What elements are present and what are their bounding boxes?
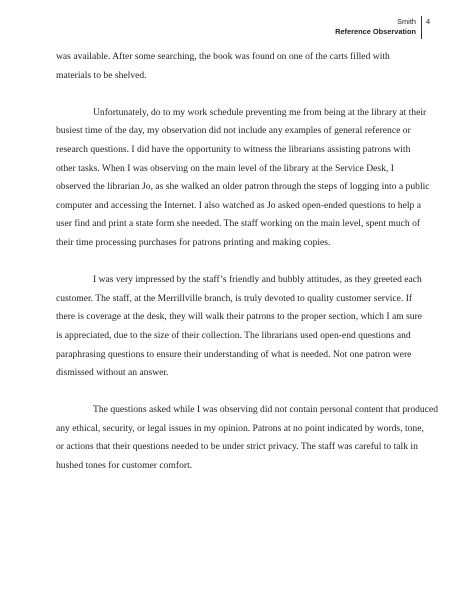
text-line: other tasks. When I was observing on the main level of the library at the Service Desk, I: [56, 162, 394, 174]
header-divider: [421, 16, 422, 39]
text-line: observed the librarian Jo, as she walked an older patron through the steps of logging into a public: [56, 181, 430, 193]
paragraph-3: [56, 271, 423, 383]
text-line: or actions that their questions needed to be under strict privacy. The staff was careful to talk in: [56, 441, 418, 453]
text-line: there is coverage at the desk, they will walk their patrons to the proper section, which I am sure: [56, 311, 423, 323]
text-line: user find and print a state form she needed. The staff working on the main level, spent much of: [56, 218, 421, 230]
text-line: hushed tones for customer comfort.: [56, 460, 193, 472]
text-line: paraphrasing questions to ensure their understanding of what is needed. Not one patron were: [56, 348, 412, 360]
text-line: research questions. I did have the opportunity to witness the librarians assisting patrons with: [56, 143, 411, 155]
text-line: customer. The staff, at the Merrillville branch, is truly devoted to quality customer service. If: [56, 292, 413, 304]
paragraph-1: [56, 48, 418, 85]
running-header: [335, 17, 416, 37]
header-title: Reference Observation: [335, 27, 416, 36]
page-number: 4: [426, 17, 431, 26]
text-line: computer and accessing the Internet. I also watched as Jo asked open-ended questions to help a: [56, 199, 421, 211]
text-line: was available. After some searching, the book was found on one of the carts filled with: [56, 51, 390, 62]
text-line: Unfortunately, do to my work schedule preventing me from being at the library at their: [93, 106, 427, 118]
text-line: The questions asked while I was observing did not contain personal content that produced: [93, 404, 439, 416]
text-line: materials to be shelved.: [56, 69, 147, 81]
text-line: busiest time of the day, my observation did not include any examples of general reference or: [56, 125, 411, 137]
text-line: dismissed without an answer.: [56, 367, 169, 379]
text-line: any ethical, security, or legal issues in my opinion. Patrons at no point indicated by words, tone,: [56, 422, 424, 434]
paragraph-2: [56, 104, 430, 253]
document-body: [56, 48, 439, 476]
text-line: I was very impressed by the staff’s friendly and bubbly attitudes, as they greeted each: [93, 274, 422, 286]
text-line: is appreciated, due to the size of their collection. The librarians used open-end questions and: [56, 329, 411, 341]
header-author: Smith: [397, 17, 416, 26]
paragraph-4: [56, 401, 439, 475]
text-line: their time processing purchases for patrons printing and making copies.: [56, 236, 331, 248]
